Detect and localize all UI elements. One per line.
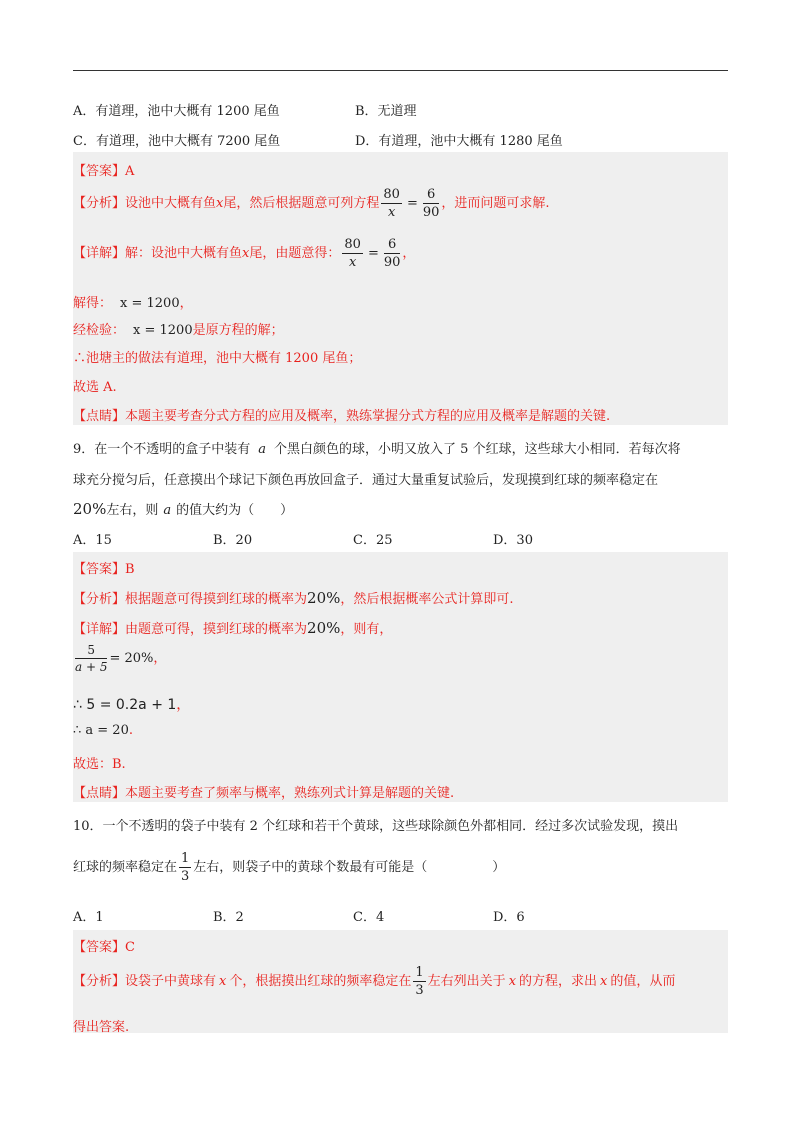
- check-label: 经检验：: [73, 323, 126, 338]
- fraction-denominator: 90: [422, 205, 440, 220]
- answer-value: C: [125, 940, 135, 955]
- var-a: a: [163, 503, 172, 518]
- percent-value: 20%: [307, 619, 341, 637]
- fraction-numerator: 5: [75, 644, 107, 659]
- var-x: x: [219, 974, 227, 989]
- q8-answer-block: [73, 152, 728, 425]
- percent-value: 20%: [307, 589, 341, 607]
- fraction: [381, 188, 402, 219]
- fraction: [423, 188, 440, 219]
- q10-option-a: A．1: [73, 910, 104, 925]
- fraction-denominator: 3: [415, 983, 424, 998]
- point-text: 本题主要考查分式方程的应用及概率，熟练掌握分式方程的应用及概率是解题的关键.: [125, 409, 611, 424]
- fraction-numerator: 6: [384, 238, 401, 254]
- stem-text: 红球的频率稳定在: [73, 860, 178, 875]
- analysis-text: 设池中大概有鱼: [125, 196, 217, 211]
- analysis-text: ，进而问题可求解.: [441, 196, 550, 211]
- equals-sign: =: [406, 196, 418, 211]
- fraction-denominator: 90: [383, 255, 401, 270]
- var-x: x: [600, 974, 608, 989]
- fraction-denominator: x: [387, 205, 396, 220]
- analysis-tag: 【分析】: [73, 592, 126, 607]
- q9-equation-2: [73, 694, 190, 714]
- fraction: [413, 966, 425, 997]
- fraction-denominator: x: [348, 255, 357, 270]
- q8-conclusion: ∴池塘主的做法有道理，池中大概有 1200 尾鱼；: [73, 351, 362, 366]
- detail-tag: 【详解】: [73, 622, 126, 637]
- q9-stem-line-3: [73, 499, 293, 518]
- percent-value: 20%: [73, 500, 107, 518]
- analysis-text: 个，根据摸出红球的频率稳定在: [229, 974, 412, 989]
- fraction-numerator: 1: [415, 965, 424, 980]
- q10-option-b: B．2: [213, 910, 244, 925]
- point-tag: 【点睛】: [73, 786, 126, 801]
- var-x: x: [508, 974, 517, 989]
- point-text: 本题主要考查了频率与概率，熟练列式计算是解题的关键.: [125, 786, 455, 801]
- detail-tag: 【详解】: [73, 246, 126, 261]
- detail-text: 解：设池中大概有鱼: [125, 246, 243, 261]
- fraction-denominator: a + 5: [75, 660, 108, 674]
- fraction: [342, 238, 363, 269]
- answer-value: A: [125, 164, 135, 179]
- fraction: [384, 238, 401, 269]
- q10-analysis-line: [73, 966, 675, 997]
- q9-equation-3: [73, 723, 133, 738]
- equation-text: ∴ 5 = 0.2a + 1: [73, 697, 177, 713]
- q9-option-a: A．15: [73, 533, 112, 548]
- q9-equation-1: [73, 644, 166, 673]
- q10-option-c: C．4: [353, 910, 385, 925]
- stem-text: 个黑白颜色的球，小明又放入了 5 个红球，这些球大小相同．若每次将: [274, 442, 681, 457]
- analysis-text: 尾，然后根据题意可列方程: [223, 196, 380, 211]
- q8-analysis-line: [73, 188, 550, 219]
- stem-text: 左右，则: [106, 503, 159, 518]
- q8-answer-line: [73, 160, 134, 179]
- var-x: x: [216, 196, 224, 211]
- q9-stem-line-1: [73, 438, 681, 457]
- q9-option-c: C．25: [353, 533, 393, 548]
- solve-expression: x = 1200: [120, 296, 180, 311]
- q10-answer-block: [73, 930, 728, 1033]
- var-a: a: [258, 442, 267, 457]
- q10-option-d: D．6: [493, 910, 525, 925]
- analysis-text: 根据题意可得摸到红球的概率为: [125, 592, 308, 607]
- analysis-text: 左右列出关于: [427, 974, 506, 989]
- q8-option-b: B．无道理: [355, 104, 417, 119]
- fraction: [75, 644, 107, 673]
- answer-tag: 【答案】: [73, 940, 126, 955]
- q9-answer-block: [73, 552, 728, 802]
- q8-option-d: D．有道理，池中大概有 1280 尾鱼: [355, 134, 563, 149]
- equals-sign: =: [367, 246, 379, 261]
- q9-detail-line: [73, 618, 392, 637]
- equation-post: ，: [176, 697, 191, 713]
- q8-option-a: A．有道理，池中大概有 1200 尾鱼: [73, 104, 280, 119]
- var-x: x: [242, 246, 250, 261]
- stem-text: 的值大约为（ ）: [176, 503, 294, 518]
- q9-option-b: B．20: [213, 533, 253, 548]
- equation-post: ，: [153, 651, 167, 666]
- detail-text: 尾，由题意得：: [249, 246, 341, 261]
- q8-choose: 故选 A.: [73, 380, 117, 395]
- q8-option-c: C．有道理，池中大概有 7200 尾鱼: [73, 134, 281, 149]
- q8-point-line: [73, 405, 610, 424]
- q9-point-line: [73, 782, 454, 801]
- solve-post: ，: [179, 296, 193, 311]
- check-expression: x = 1200: [133, 323, 193, 338]
- analysis-tag: 【分析】: [73, 974, 126, 989]
- fraction-numerator: 80: [383, 187, 400, 202]
- q9-stem-line-2: 球充分搅匀后，任意摸出个球记下颜色再放回盒子．通过大量重复试验后，发现摸到红球的频率稳定在: [73, 473, 659, 488]
- fraction-numerator: 80: [344, 237, 361, 252]
- q9-analysis-line: [73, 588, 514, 607]
- analysis-tag: 【分析】: [73, 196, 126, 211]
- answer-tag: 【答案】: [73, 562, 126, 577]
- check-post: 是原方程的解；: [192, 323, 284, 338]
- solve-label: 解得：: [73, 296, 113, 311]
- q10-stem-line-1: 10．一个不透明的袋子中装有 2 个红球和若干个黄球，这些球除颜色外都相同．经过多次试验发现，摸出: [73, 819, 679, 834]
- fraction-numerator: 6: [423, 188, 440, 204]
- equation-post: .: [128, 723, 133, 738]
- detail-text: ，则有，: [340, 622, 393, 637]
- q9-option-d: D．30: [493, 533, 533, 548]
- answer-tag: 【答案】: [73, 164, 126, 179]
- fraction-numerator: 1: [181, 851, 190, 866]
- point-tag: 【点睛】: [73, 409, 126, 424]
- q9-choose: 故选：B.: [73, 757, 126, 772]
- q8-detail-line: [73, 238, 415, 269]
- fraction: [179, 852, 191, 883]
- q10-answer-line: [73, 936, 135, 955]
- detail-text: 由题意可得，摸到红球的概率为: [125, 622, 308, 637]
- stem-text: 9．在一个不透明的盒子中装有: [73, 442, 251, 457]
- analysis-text: 的值，从而: [610, 974, 676, 989]
- answer-value: B: [125, 562, 135, 577]
- q10-analysis-line-2: 得出答案.: [73, 1020, 130, 1035]
- fraction-denominator: 3: [181, 869, 190, 884]
- q8-check-line: [73, 319, 284, 338]
- equation-rhs: = 20%: [109, 651, 154, 666]
- detail-text: ，: [402, 246, 416, 261]
- q9-answer-line: [73, 558, 135, 577]
- q10-stem-line-2: [73, 852, 505, 883]
- analysis-text: ，然后根据概率公式计算即可.: [340, 592, 514, 607]
- analysis-text: 设袋子中黄球有: [125, 974, 217, 989]
- analysis-text: 的方程，求出: [519, 974, 598, 989]
- stem-text: 左右，则袋子中的黄球个数最有可能是（ ）: [193, 860, 506, 875]
- q8-solve-line: [73, 292, 193, 311]
- equation-text: ∴ a = 20: [73, 723, 129, 738]
- header-rule: [73, 70, 728, 71]
